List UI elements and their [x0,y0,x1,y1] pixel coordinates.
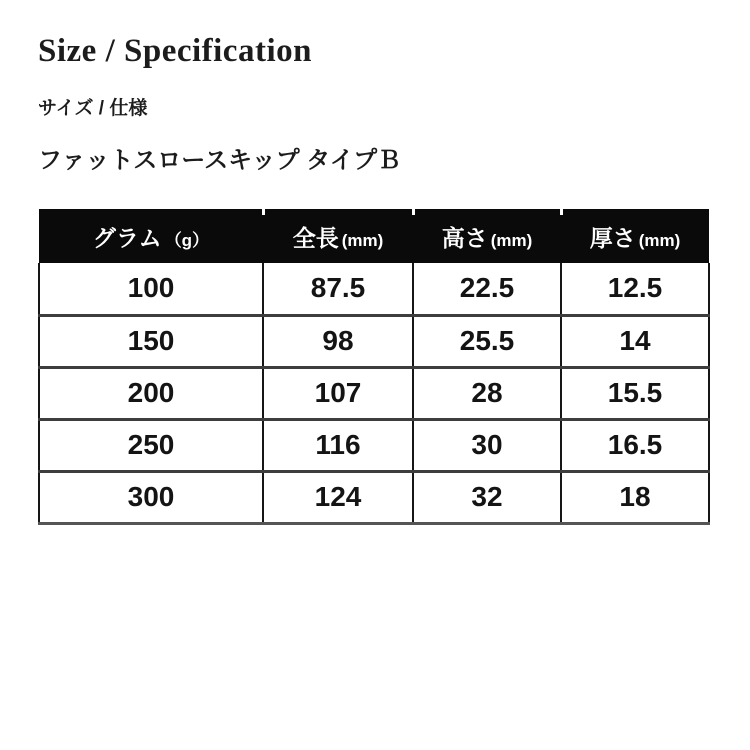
cell-grams: 200 [39,367,263,419]
cell-length: 98 [263,315,413,367]
cell-height: 28 [413,367,561,419]
cell-thickness: 12.5 [561,263,709,315]
column-header-length-label: 全長 [292,224,339,251]
cell-grams: 100 [39,263,263,315]
product-name: ファットスロースキップ タイプＢ [38,147,402,175]
table-row [39,263,709,315]
column-header-length [263,209,413,263]
cell-grams: 150 [39,315,263,367]
table-row [39,367,709,419]
table-row [39,419,709,471]
page-title: Size / Specification [38,33,312,69]
column-header-grams [39,209,263,263]
cell-thickness: 14 [561,315,709,367]
table-row [39,315,709,367]
column-header-height-unit: (mm) [490,230,533,250]
column-header-thickness [561,209,709,263]
table-row [39,471,709,523]
page-subtitle: サイズ / 仕様 [38,97,148,119]
column-header-grams-unit: （g） [164,230,210,250]
spec-table [38,209,710,525]
table-header-row [39,209,709,263]
cell-thickness: 16.5 [561,419,709,471]
cell-height: 32 [413,471,561,523]
cell-length: 124 [263,471,413,523]
cell-thickness: 18 [561,471,709,523]
cell-length: 116 [263,419,413,471]
column-header-thickness-label: 厚さ [589,224,636,251]
cell-height: 25.5 [413,315,561,367]
cell-height: 22.5 [413,263,561,315]
column-header-height [413,209,561,263]
column-header-length-unit: (mm) [341,230,384,250]
column-header-thickness-unit: (mm) [638,230,681,250]
cell-length: 87.5 [263,263,413,315]
cell-grams: 300 [39,471,263,523]
cell-length: 107 [263,367,413,419]
cell-height: 30 [413,419,561,471]
column-header-grams-label: グラム [92,224,162,251]
cell-grams: 250 [39,419,263,471]
cell-thickness: 15.5 [561,367,709,419]
column-header-height-label: 高さ [441,224,488,251]
